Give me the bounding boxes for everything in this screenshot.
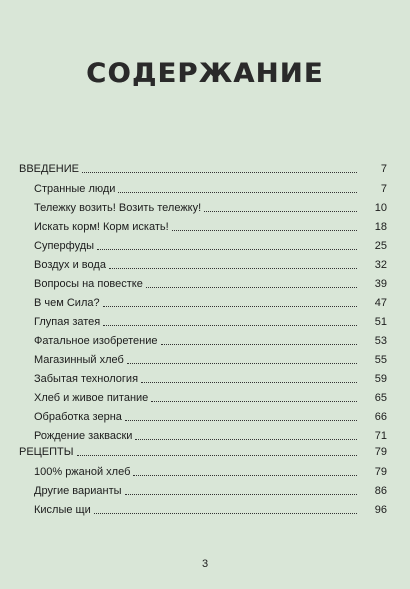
toc-page-number: 96 <box>374 504 387 516</box>
toc-entry-label: Другие варианты <box>34 485 122 497</box>
toc-entry-label: Фатальное изобретение <box>34 335 158 347</box>
toc-page-number: 79 <box>374 466 387 478</box>
dot-leader <box>135 439 357 440</box>
toc-entry-label: Воздух и вода <box>34 259 106 271</box>
toc-page-number: 51 <box>374 316 387 328</box>
toc-entry-label: Забытая технология <box>34 373 139 385</box>
toc-page-number: 32 <box>374 259 387 271</box>
toc-page-number: 71 <box>374 430 387 442</box>
toc-page-number: 53 <box>374 335 387 347</box>
toc-entry[interactable] <box>34 197 387 215</box>
toc-entry[interactable] <box>34 273 387 291</box>
toc-entry[interactable] <box>34 216 387 234</box>
dot-leader <box>141 382 357 383</box>
dot-leader <box>172 230 357 231</box>
dot-leader <box>146 287 357 288</box>
toc-page-number: 59 <box>374 373 387 385</box>
dot-leader <box>77 455 357 456</box>
toc-entry[interactable] <box>34 368 387 386</box>
toc-page-number: 7 <box>380 183 387 195</box>
toc-entry[interactable] <box>34 461 387 479</box>
toc-entry[interactable] <box>34 178 387 196</box>
dot-leader <box>151 401 357 402</box>
toc-page-number: 39 <box>374 278 387 290</box>
toc-entry[interactable] <box>34 330 387 348</box>
toc-section-recipes[interactable] <box>19 441 387 459</box>
dot-leader <box>97 249 357 250</box>
toc-entry-label: Кислые щи <box>34 504 91 516</box>
toc-page-number: 25 <box>374 240 387 252</box>
toc-page-number: 66 <box>374 411 387 423</box>
dot-leader <box>118 192 357 193</box>
toc-entry-label: Суперфуды <box>34 240 95 252</box>
dot-leader <box>133 475 357 476</box>
dot-leader <box>125 420 357 421</box>
toc-entry-label: Искать корм! Корм искать! <box>34 221 169 233</box>
toc-page-number: 65 <box>374 392 387 404</box>
dot-leader <box>103 306 357 307</box>
toc-entry-label: Глупая затея <box>34 316 101 328</box>
toc-entry[interactable] <box>34 387 387 405</box>
toc-page-number: 79 <box>374 446 387 458</box>
page-number: 3 <box>201 558 209 570</box>
toc-section-label: РЕЦЕПТЫ <box>19 446 74 458</box>
toc-page-number: 86 <box>374 485 387 497</box>
dot-leader <box>94 513 357 514</box>
toc-entry[interactable] <box>34 292 387 310</box>
dot-leader <box>103 325 357 326</box>
dot-leader <box>204 211 357 212</box>
toc-section-label: ВВЕДЕНИЕ <box>19 163 79 175</box>
dot-leader <box>125 494 357 495</box>
toc-page-number: 10 <box>374 202 387 214</box>
toc-entry-label: Обработка зерна <box>34 411 122 423</box>
toc-entry-label: Рождение закваски <box>34 430 133 442</box>
dot-leader <box>82 172 357 173</box>
dot-leader <box>109 268 357 269</box>
toc-title: СОДЕРЖАНИЕ <box>86 58 324 89</box>
toc-entry[interactable] <box>34 349 387 367</box>
toc-entry-label: Магазинный хлеб <box>34 354 124 366</box>
toc-entry-label: Странные люди <box>34 183 116 195</box>
toc-entry-label: Вопросы на повестке <box>34 278 143 290</box>
toc-entry[interactable] <box>34 254 387 272</box>
toc-entry[interactable] <box>34 235 387 253</box>
toc-entry[interactable] <box>34 311 387 329</box>
toc-entry[interactable] <box>34 406 387 424</box>
toc-entry-label: В чем Сила? <box>34 297 100 309</box>
dot-leader <box>161 344 357 345</box>
toc-entry-label: 100% ржаной хлеб <box>34 466 131 478</box>
toc-page-number: 18 <box>374 221 387 233</box>
toc-page-number: 7 <box>380 163 387 175</box>
toc-page-number: 55 <box>374 354 387 366</box>
toc-entry-label: Хлеб и живое питание <box>34 392 149 404</box>
toc-entry-label: Тележку возить! Возить тележку! <box>34 202 202 214</box>
toc-page-number: 47 <box>374 297 387 309</box>
dot-leader <box>127 363 357 364</box>
toc-entry[interactable] <box>34 499 387 517</box>
toc-entry[interactable] <box>34 480 387 498</box>
toc-section-introduction[interactable] <box>19 158 387 176</box>
